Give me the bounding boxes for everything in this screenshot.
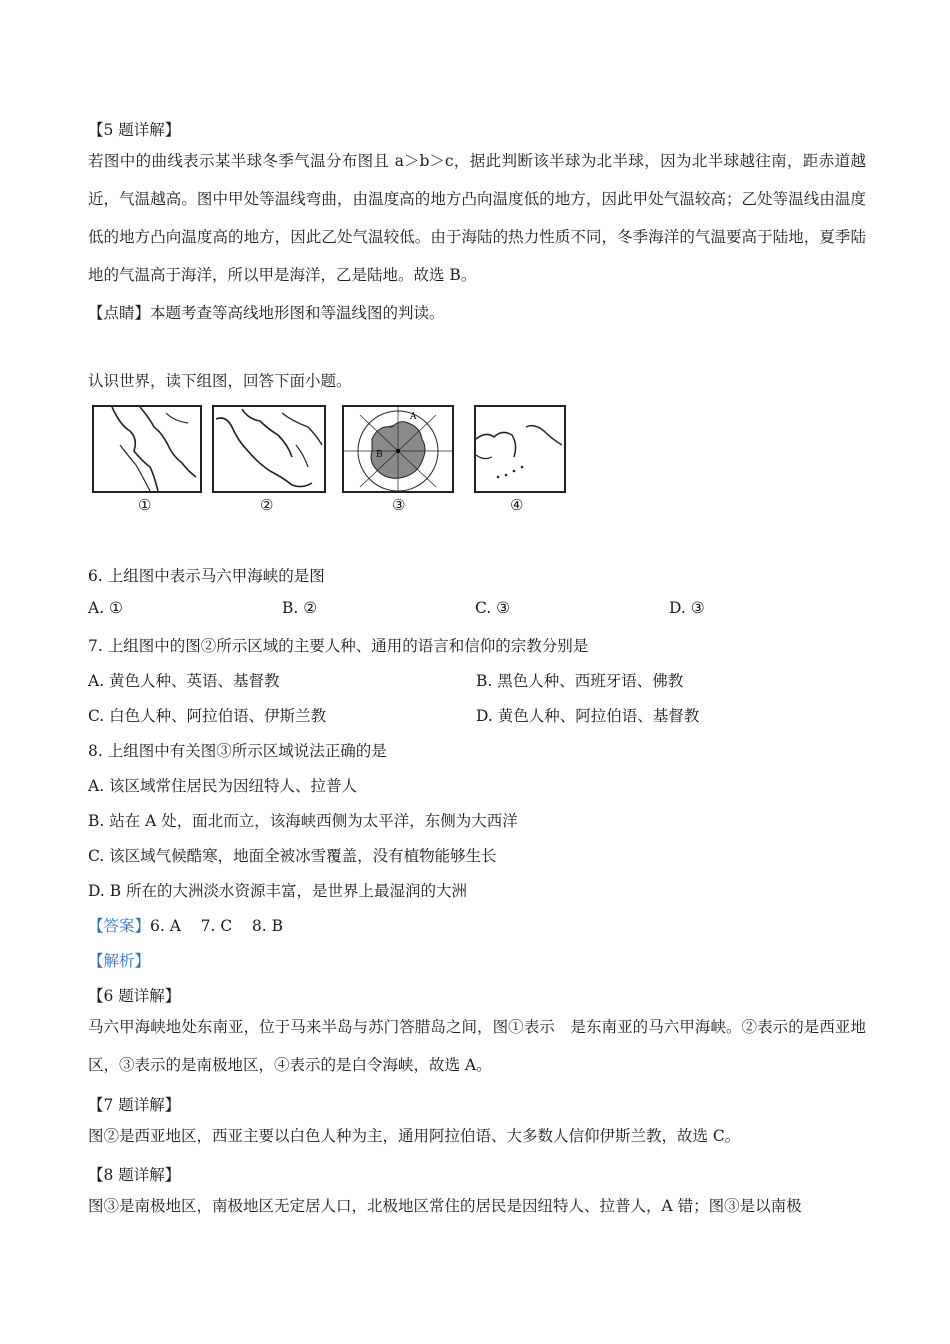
q7-option-b[interactable]: B. 黑色人种、西班牙语、佛教 bbox=[476, 672, 684, 690]
section8-heading: 【8 题详解】 bbox=[88, 1166, 181, 1184]
map-group bbox=[88, 400, 568, 530]
q7-stem: 7. 上组图中的图②所示区域的主要人种、通用的语言和信仰的宗教分别是 bbox=[88, 637, 589, 655]
map-3-label-a: A bbox=[410, 412, 417, 422]
map-2-label: ② bbox=[260, 496, 274, 514]
section6-paragraph: 马六甲海峡地处东南亚，位于马来半岛与苏门答腊岛之间，图①表示 是东南亚的马六甲海峡。②表示的是西亚地区，③表示的是南极地区，④表示的是白令海峡，故选 A。 bbox=[88, 1018, 866, 1074]
map-3-label-b: B bbox=[376, 450, 383, 460]
q6-option-c[interactable]: C. ③ bbox=[475, 599, 511, 617]
q8-option-c[interactable]: C. 该区域气候酷寒，地面全被冰雪覆盖，没有植物能够生长 bbox=[88, 847, 497, 865]
answer-text: 6. A 7. C 8. B bbox=[150, 917, 284, 935]
q8-stem: 8. 上组图中有关图③所示区域说法正确的是 bbox=[88, 742, 387, 760]
map-3-antarctica bbox=[342, 405, 454, 493]
section5-paragraph: 若图中的曲线表示某半球冬季气温分布图且 a＞b＞c，据此判断该半球为北半球，因为北半球越往南，距赤道越近，气温越高。图中甲处等温线弯曲，由温度高的地方凸向温度低的地方，因此甲处气温较高；乙处等温线由温度低的地方凸向温度高的地方，因此乙处气温较低。由于海陆的热力性质不同，冬季海洋的气温要高于陆地，夏季陆地的气温高于海洋，所以甲是海洋，乙是陆地。故选 B。 bbox=[88, 152, 866, 284]
analysis-label: 【解析】 bbox=[88, 952, 151, 970]
q8-option-d[interactable]: D. B 所在的大洲淡水资源丰富，是世界上最湿润的大洲 bbox=[88, 882, 468, 900]
q8-option-a[interactable]: A. 该区域常住居民为因纽特人、拉普人 bbox=[88, 777, 358, 795]
map-3-label: ③ bbox=[392, 496, 406, 514]
section5-heading: 【5 题详解】 bbox=[88, 121, 181, 139]
map-4-label: ④ bbox=[510, 496, 524, 514]
question-intro: 认识世界，读下组图，回答下面小题。 bbox=[88, 372, 352, 390]
section7-paragraph: 图②是西亚地区，西亚主要以白色人种为主，通用阿拉伯语、大多数人信仰伊斯兰教，故选 C。 bbox=[88, 1127, 741, 1145]
q7-options-row1 bbox=[88, 669, 864, 691]
map-2-west-asia bbox=[212, 405, 326, 493]
map-1-label: ① bbox=[138, 496, 152, 514]
section6-heading: 【6 题详解】 bbox=[88, 987, 181, 1005]
answer-label: 【答案】 bbox=[88, 917, 151, 935]
q8-option-b[interactable]: B. 站在 A 处，面北而立，该海峡西侧为太平洋，东侧为大西洋 bbox=[88, 812, 518, 830]
section8-paragraph: 图③是南极地区，南极地区无定居人口，北极地区常住的居民是因纽特人、拉普人，A 错；图③是以南极 bbox=[88, 1197, 802, 1215]
q7-options-row2 bbox=[88, 704, 864, 726]
q6-stem: 6. 上组图中表示马六甲海峡的是图 bbox=[88, 567, 325, 585]
q7-option-d[interactable]: D. 黄色人种、阿拉伯语、基督教 bbox=[476, 707, 700, 725]
section5-tip: 【点睛】本题考查等高线地形图和等温线图的判读。 bbox=[88, 304, 445, 322]
q7-option-a[interactable]: A. 黄色人种、英语、基督教 bbox=[88, 672, 280, 690]
q6-option-d[interactable]: D. ③ bbox=[669, 599, 705, 617]
q6-options bbox=[88, 599, 864, 621]
map-1-malacca bbox=[92, 405, 202, 493]
map-4-bering bbox=[474, 405, 566, 493]
q7-option-c[interactable]: C. 白色人种、阿拉伯语、伊斯兰教 bbox=[88, 707, 327, 725]
q6-option-b[interactable]: B. ② bbox=[282, 599, 318, 617]
q6-option-a[interactable]: A. ① bbox=[88, 599, 123, 617]
section7-heading: 【7 题详解】 bbox=[88, 1096, 181, 1114]
answer-line bbox=[88, 914, 283, 936]
